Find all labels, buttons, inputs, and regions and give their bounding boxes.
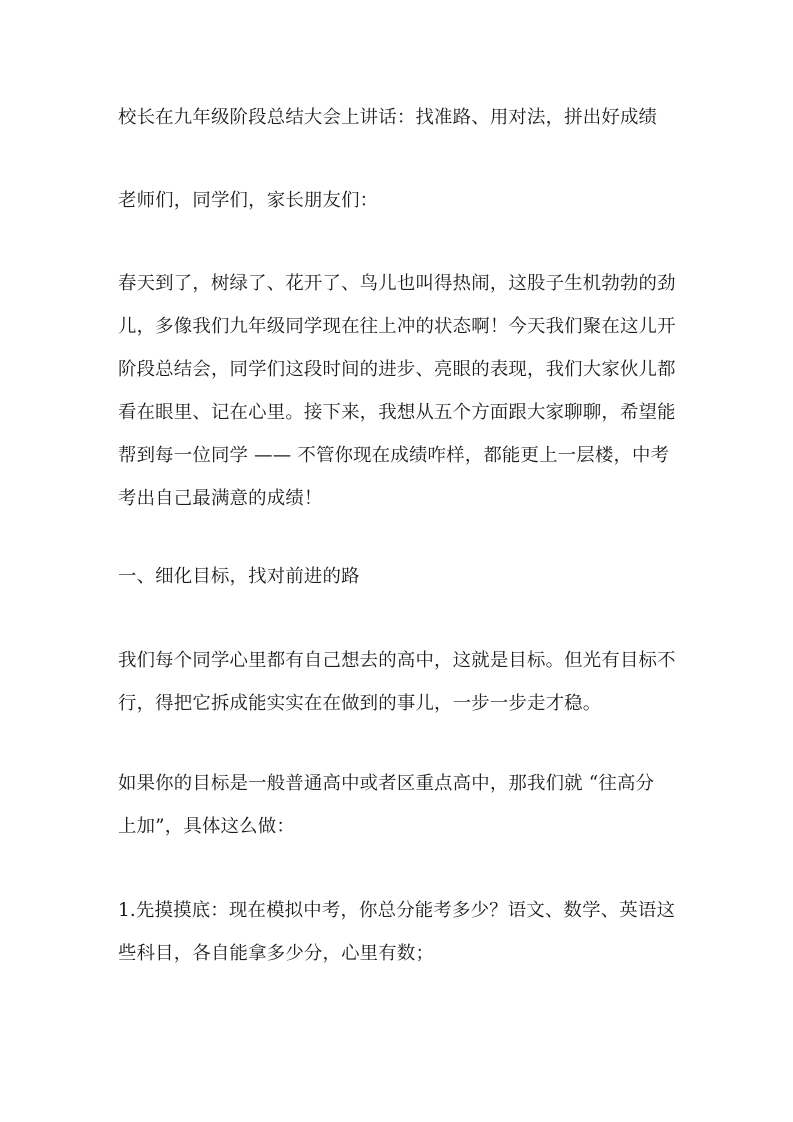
paragraph-line: 我们每个同学心里都有自己想去的高中，这就是目标。但光有目标不 xyxy=(118,650,676,671)
greeting: 老师们，同学们，家长朋友们： xyxy=(118,190,379,211)
paragraph-line: 阶段总结会，同学们这段时间的进步、亮眼的表现，我们大家伙儿都 xyxy=(118,359,676,380)
paragraph-line: 春天到了，树绿了、花开了、鸟儿也叫得热闹，这股子生机勃勃的劲 xyxy=(118,273,676,294)
paragraph-line: 行，得把它拆成能实实在在做到的事儿，一步一步走才稳。 xyxy=(118,693,602,714)
document-title: 校长在九年级阶段总结大会上讲话：找准路、用对法，拼出好成绩 xyxy=(118,107,658,128)
paragraph-line: 看在眼里、记在心里。接下来，我想从五个方面跟大家聊聊，希望能 xyxy=(118,402,676,423)
paragraph-line: 些科目，各自能拿多少分，心里有数； xyxy=(118,943,435,964)
section-heading: 一、细化目标，找对前进的路 xyxy=(118,566,360,587)
paragraph-line: 1.先摸摸底：现在模拟中考，你总分能考多少？语文、数学、英语这 xyxy=(118,900,676,921)
paragraph-line: 上加”，具体这么做： xyxy=(118,816,295,837)
paragraph-line: 帮到每一位同学 —— 不管你现在成绩咋样，都能更上一层楼，中考 xyxy=(118,445,670,466)
paragraph-line: 考出自己最满意的成绩！ xyxy=(118,488,323,509)
paragraph-line: 如果你的目标是一般普通高中或者区重点高中，那我们就 “往高分 xyxy=(118,773,655,794)
paragraph-line: 儿，多像我们九年级同学现在往上冲的状态啊！今天我们聚在这儿开 xyxy=(118,316,676,337)
